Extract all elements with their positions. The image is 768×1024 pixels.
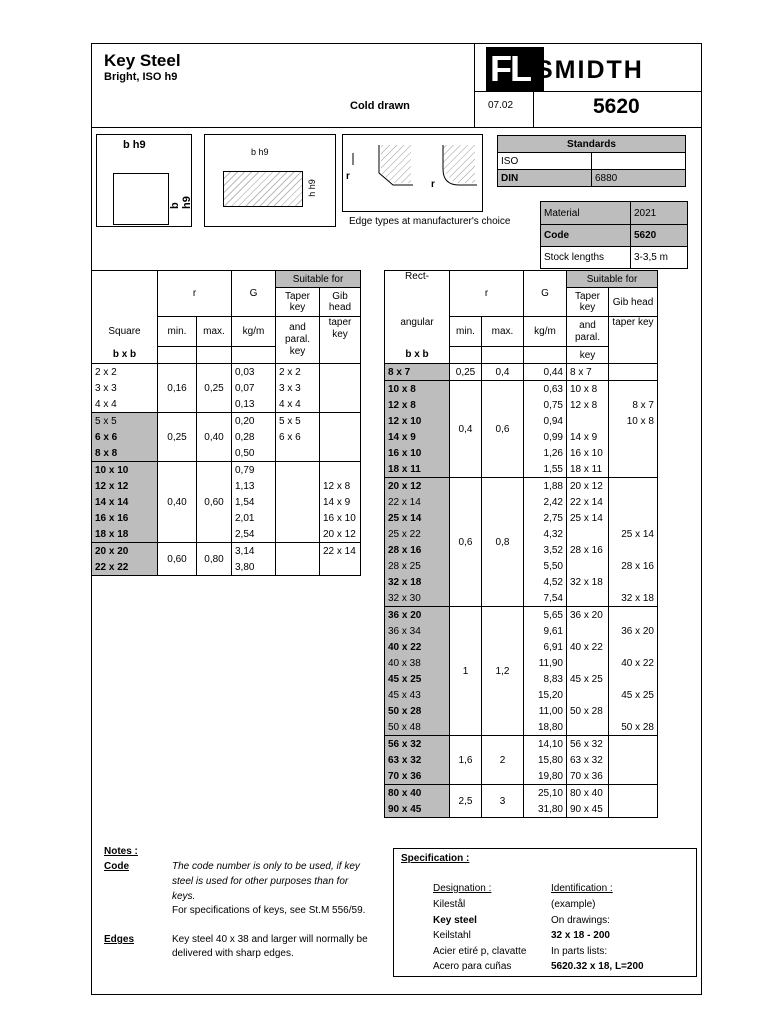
- weight-cell: 0,50: [232, 445, 276, 462]
- size-cell: 28 x 25: [385, 558, 450, 574]
- weight-cell: 1,54: [232, 494, 276, 510]
- weight-cell: 18,80: [524, 719, 567, 736]
- r-min-cell: 0,25: [158, 413, 197, 462]
- suitable-header: Suitable for: [567, 271, 658, 288]
- weight-cell: 3,80: [232, 559, 276, 576]
- gib-key-cell: [609, 478, 658, 495]
- taper-key-cell: 18 x 11: [567, 461, 609, 478]
- gib-key-cell: [609, 381, 658, 398]
- size-cell: 90 x 45: [385, 801, 450, 818]
- r-min-cell: 0,25: [450, 364, 482, 381]
- gib-header: Gib head: [609, 288, 658, 317]
- size-cell: 36 x 34: [385, 623, 450, 639]
- header-vdivider: [474, 43, 475, 127]
- taper-key-cell: 32 x 18: [567, 574, 609, 590]
- taper-key-cell: 40 x 22: [567, 639, 609, 655]
- r-max-cell: 0,60: [197, 462, 232, 543]
- gib-header: Gib head: [320, 288, 361, 317]
- edge-r-label: r: [346, 171, 350, 182]
- weight-cell: 1,55: [524, 461, 567, 478]
- edge-types-drawing: [342, 134, 483, 212]
- r-max-cell: 3: [482, 785, 524, 818]
- r-min-cell: 2,5: [450, 785, 482, 818]
- taper-key-header: taper key: [609, 317, 658, 364]
- size-cell: 5 x 5: [92, 413, 158, 430]
- weight-cell: 11,90: [524, 655, 567, 671]
- weight-cell: 2,01: [232, 510, 276, 526]
- gib-key-cell: [320, 364, 361, 381]
- weight-cell: 15,80: [524, 752, 567, 768]
- gib-key-cell: [320, 559, 361, 576]
- rect-header: Rect-: [385, 271, 450, 317]
- r-min-cell: 0,60: [158, 543, 197, 576]
- size-cell: 50 x 48: [385, 719, 450, 736]
- standard-name: ISO: [498, 153, 592, 170]
- square-width-label: b h9: [123, 139, 146, 151]
- taper-header: Taper key: [567, 288, 609, 317]
- designation-item: Kilestål: [433, 899, 466, 910]
- r-max-cell: 2: [482, 736, 524, 785]
- gib-key-cell: 45 x 25: [609, 687, 658, 703]
- weight-cell: 6,91: [524, 639, 567, 655]
- r-max-cell: 0,8: [482, 478, 524, 607]
- gib-key-cell: 36 x 20: [609, 623, 658, 639]
- table-row: [92, 462, 361, 479]
- header-vdivider-2: [533, 91, 534, 127]
- gib-key-cell: 12 x 8: [320, 478, 361, 494]
- taper-key-cell: 25 x 14: [567, 510, 609, 526]
- weight-cell: 0,20: [232, 413, 276, 430]
- code-note-line: steel is used for other purposes than for: [172, 876, 349, 887]
- size-cell: 14 x 14: [92, 494, 158, 510]
- material-label: Material: [541, 202, 631, 225]
- gib-key-cell: [320, 413, 361, 430]
- code-note-label: Code: [104, 861, 129, 872]
- size-cell: 16 x 10: [385, 445, 450, 461]
- size-cell: 28 x 16: [385, 542, 450, 558]
- r-max-cell: 0,40: [197, 413, 232, 462]
- weight-cell: 4,52: [524, 574, 567, 590]
- weight-cell: 7,54: [524, 590, 567, 607]
- bxb-header: b x b: [385, 347, 450, 364]
- gib-key-cell: [320, 462, 361, 479]
- gib-key-cell: [609, 671, 658, 687]
- r-min-cell: 1: [450, 607, 482, 736]
- taper-key-cell: 50 x 28: [567, 703, 609, 719]
- code-label: Code: [541, 225, 631, 247]
- gib-key-cell: [609, 429, 658, 445]
- stock-lengths-value: 3-3,5 m: [631, 247, 688, 269]
- r-max-cell: 0,6: [482, 381, 524, 478]
- gib-key-cell: 8 x 7: [609, 397, 658, 413]
- gib-key-cell: [609, 445, 658, 461]
- weight-cell: 0,28: [232, 429, 276, 445]
- gib-key-cell: [609, 510, 658, 526]
- square-shape: [113, 173, 169, 225]
- gib-key-cell: [609, 768, 658, 785]
- taper-key-cell: 63 x 32: [567, 752, 609, 768]
- taper-key-cell: 22 x 14: [567, 494, 609, 510]
- standard-name: DIN: [498, 170, 592, 187]
- gib-key-cell: 20 x 12: [320, 526, 361, 543]
- designation-item: Keilstahl: [433, 930, 471, 941]
- rect-key-drawing: [204, 134, 336, 227]
- square-key-table: [91, 270, 361, 576]
- edges-note-line: Key steel 40 x 38 and larger will normally be: [172, 934, 368, 945]
- size-cell: 12 x 12: [92, 478, 158, 494]
- designation-label: Designation :: [433, 883, 492, 894]
- taper-key-cell: [276, 559, 320, 576]
- taper-key-cell: [567, 590, 609, 607]
- revision-date: 07.02: [488, 100, 514, 111]
- edges-note-line: delivered with sharp edges.: [172, 948, 294, 959]
- and-paral-header: and paral. key: [276, 317, 320, 364]
- logo-fl-text: FL: [490, 48, 530, 89]
- suitable-header: Suitable for: [276, 271, 361, 288]
- size-cell: 45 x 43: [385, 687, 450, 703]
- size-cell: 56 x 32: [385, 736, 450, 753]
- table-row: [385, 736, 658, 753]
- size-cell: 3 x 3: [92, 380, 158, 396]
- code-note-extra: For specifications of keys, see St.M 556/59.: [172, 905, 366, 916]
- taper-key-cell: 12 x 8: [567, 397, 609, 413]
- gib-key-cell: 22 x 14: [320, 543, 361, 560]
- size-cell: 22 x 22: [92, 559, 158, 576]
- taper-key-cell: 80 x 40: [567, 785, 609, 802]
- r-max-cell: 0,80: [197, 543, 232, 576]
- size-cell: 18 x 18: [92, 526, 158, 543]
- gib-key-cell: [609, 703, 658, 719]
- rect-shape: [223, 171, 303, 207]
- weight-cell: 0,63: [524, 381, 567, 398]
- table-row: [385, 785, 658, 802]
- size-cell: 20 x 12: [385, 478, 450, 495]
- taper-key-cell: [567, 719, 609, 736]
- key-header: key: [567, 347, 609, 364]
- size-cell: 8 x 8: [92, 445, 158, 462]
- code-value: 5620: [631, 225, 688, 247]
- size-cell: 8 x 7: [385, 364, 450, 381]
- rect-width-label: b h9: [251, 147, 269, 157]
- taper-key-cell: [567, 558, 609, 574]
- table-row: [385, 478, 658, 495]
- size-cell: 22 x 14: [385, 494, 450, 510]
- edge-types-svg: [343, 135, 482, 211]
- designation-item: Acero para cuñas: [433, 961, 512, 972]
- gib-key-cell: [609, 785, 658, 802]
- gib-key-cell: [609, 574, 658, 590]
- weight-cell: 15,20: [524, 687, 567, 703]
- weight-cell: 19,80: [524, 768, 567, 785]
- size-cell: 45 x 25: [385, 671, 450, 687]
- weight-cell: 0,79: [232, 462, 276, 479]
- taper-key-cell: 2 x 2: [276, 364, 320, 381]
- weight-cell: 0,94: [524, 413, 567, 429]
- size-cell: 20 x 20: [92, 543, 158, 560]
- standard-value: 6880: [592, 170, 686, 187]
- gib-key-cell: 40 x 22: [609, 655, 658, 671]
- square-header: Square: [92, 317, 158, 347]
- gib-key-cell: 25 x 14: [609, 526, 658, 542]
- size-cell: 12 x 10: [385, 413, 450, 429]
- standards-title: Standards: [498, 136, 686, 153]
- gib-key-cell: 28 x 16: [609, 558, 658, 574]
- gib-key-cell: [320, 380, 361, 396]
- gib-key-cell: [609, 607, 658, 624]
- weight-cell: 9,61: [524, 623, 567, 639]
- gib-key-cell: [609, 736, 658, 753]
- taper-key-cell: 3 x 3: [276, 380, 320, 396]
- taper-key-cell: 36 x 20: [567, 607, 609, 624]
- weight-cell: 31,80: [524, 801, 567, 818]
- size-cell: 18 x 11: [385, 461, 450, 478]
- weight-cell: 14,10: [524, 736, 567, 753]
- gib-key-cell: 10 x 8: [609, 413, 658, 429]
- r-min-cell: 0,6: [450, 478, 482, 607]
- identification-item: (example): [551, 899, 596, 910]
- gib-key-cell: 50 x 28: [609, 719, 658, 736]
- size-cell: 36 x 20: [385, 607, 450, 624]
- weight-cell: 0,75: [524, 397, 567, 413]
- table-row: [92, 364, 361, 381]
- gib-key-cell: [609, 364, 658, 381]
- weight-cell: 2,75: [524, 510, 567, 526]
- r-min-cell: 1,6: [450, 736, 482, 785]
- designation-item: Key steel: [433, 914, 477, 926]
- taper-key-cell: 6 x 6: [276, 429, 320, 445]
- table-row: [92, 543, 361, 560]
- taper-key-cell: [276, 494, 320, 510]
- size-cell: 32 x 30: [385, 590, 450, 607]
- weight-cell: 0,44: [524, 364, 567, 381]
- size-cell: 10 x 8: [385, 381, 450, 398]
- table-row: [385, 364, 658, 381]
- min-header: min.: [450, 317, 482, 347]
- notes-title: Notes :: [104, 846, 138, 857]
- weight-cell: 11,00: [524, 703, 567, 719]
- r-min-cell: 0,40: [158, 462, 197, 543]
- taper-key-cell: 5 x 5: [276, 413, 320, 430]
- specification-box: [393, 848, 697, 977]
- gib-key-cell: 14 x 9: [320, 494, 361, 510]
- size-cell: 2 x 2: [92, 364, 158, 381]
- taper-key-cell: [567, 413, 609, 429]
- taper-key-cell: [567, 655, 609, 671]
- edge-r2-label: r: [431, 179, 435, 190]
- weight-cell: 1,88: [524, 478, 567, 495]
- weight-cell: 3,52: [524, 542, 567, 558]
- taper-key-cell: [276, 462, 320, 479]
- gib-key-cell: [320, 396, 361, 413]
- size-cell: 12 x 8: [385, 397, 450, 413]
- weight-cell: 0,13: [232, 396, 276, 413]
- min-header: min.: [158, 317, 197, 347]
- taper-key-header: taper key: [320, 317, 361, 364]
- taper-key-cell: [276, 543, 320, 560]
- taper-key-cell: [276, 478, 320, 494]
- edges-note-label: Edges: [104, 934, 135, 945]
- max-header: max.: [482, 317, 524, 347]
- process-label: Cold drawn: [350, 100, 410, 112]
- table-row: [385, 381, 658, 398]
- size-cell: 40 x 38: [385, 655, 450, 671]
- gib-key-cell: [609, 542, 658, 558]
- designation-item: Acier etiré p, clavatte: [433, 945, 527, 957]
- identification-label: Identification :: [551, 883, 613, 894]
- gib-key-cell: [609, 494, 658, 510]
- gib-key-cell: [609, 801, 658, 818]
- spec-title: Specification :: [401, 853, 470, 864]
- gib-key-cell: 32 x 18: [609, 590, 658, 607]
- kgm-header: kg/m: [524, 317, 567, 347]
- weight-cell: 0,03: [232, 364, 276, 381]
- weight-cell: 2,54: [232, 526, 276, 543]
- angular-header: angular: [385, 317, 450, 347]
- taper-key-cell: [567, 526, 609, 542]
- page-title: Key Steel: [104, 51, 181, 70]
- standards-table: [497, 135, 686, 187]
- material-table: [540, 201, 688, 269]
- taper-key-cell: 10 x 8: [567, 381, 609, 398]
- material-value: 2021: [631, 202, 688, 225]
- size-cell: 10 x 10: [92, 462, 158, 479]
- gib-key-cell: [320, 429, 361, 445]
- size-cell: 32 x 18: [385, 574, 450, 590]
- g-header: G: [524, 271, 567, 317]
- size-cell: 25 x 22: [385, 526, 450, 542]
- size-cell: 63 x 32: [385, 752, 450, 768]
- code-note-line: keys.: [172, 891, 196, 902]
- r-min-cell: 0,16: [158, 364, 197, 413]
- r-min-cell: 0,4: [450, 381, 482, 478]
- weight-cell: 4,32: [524, 526, 567, 542]
- weight-cell: 5,50: [524, 558, 567, 574]
- logo-smidth-text: SMIDTH: [536, 56, 644, 84]
- taper-key-cell: 14 x 9: [567, 429, 609, 445]
- size-cell: 70 x 36: [385, 768, 450, 785]
- gib-key-cell: [609, 639, 658, 655]
- weight-cell: 25,10: [524, 785, 567, 802]
- size-cell: 4 x 4: [92, 396, 158, 413]
- weight-cell: 5,65: [524, 607, 567, 624]
- gib-key-cell: [609, 752, 658, 768]
- bxb-header: b x b: [92, 347, 158, 364]
- edge-caption: Edge types at manufacturer's choice: [349, 216, 511, 227]
- kgm-header: kg/m: [232, 317, 276, 347]
- taper-header: Taper key: [276, 288, 320, 317]
- taper-key-cell: [276, 510, 320, 526]
- taper-key-cell: 56 x 32: [567, 736, 609, 753]
- square-key-drawing: [96, 134, 192, 227]
- gib-key-cell: [609, 461, 658, 478]
- page-subtitle: Bright, ISO h9: [104, 71, 178, 83]
- weight-cell: 0,07: [232, 380, 276, 396]
- taper-key-cell: 20 x 12: [567, 478, 609, 495]
- taper-key-cell: [567, 623, 609, 639]
- taper-key-cell: 8 x 7: [567, 364, 609, 381]
- size-cell: 80 x 40: [385, 785, 450, 802]
- taper-key-cell: 90 x 45: [567, 801, 609, 818]
- header-bottom-line: [91, 127, 702, 128]
- taper-key-cell: [276, 445, 320, 462]
- r-max-cell: 0,25: [197, 364, 232, 413]
- taper-key-cell: 16 x 10: [567, 445, 609, 461]
- r-max-cell: 0,4: [482, 364, 524, 381]
- taper-key-cell: 70 x 36: [567, 768, 609, 785]
- document-number: 5620: [593, 95, 640, 118]
- identification-item: 5620.32 x 18, L=200: [551, 961, 644, 972]
- weight-cell: 2,42: [524, 494, 567, 510]
- taper-key-cell: [567, 687, 609, 703]
- gib-key-cell: 16 x 10: [320, 510, 361, 526]
- size-cell: 6 x 6: [92, 429, 158, 445]
- gib-key-cell: [320, 445, 361, 462]
- taper-key-cell: 4 x 4: [276, 396, 320, 413]
- table-row: [92, 413, 361, 430]
- weight-cell: 0,99: [524, 429, 567, 445]
- r-header: r: [158, 271, 232, 317]
- identification-item: On drawings:: [551, 914, 610, 926]
- identification-item: 32 x 18 - 200: [551, 930, 610, 941]
- and-paral-header: and paral.: [567, 317, 609, 347]
- taper-key-cell: [276, 526, 320, 543]
- taper-key-cell: 45 x 25: [567, 671, 609, 687]
- code-note-line: The code number is only to be used, if key: [172, 861, 360, 872]
- standard-value: [592, 153, 686, 170]
- r-header: r: [450, 271, 524, 317]
- g-header: G: [232, 271, 276, 317]
- size-cell: 25 x 14: [385, 510, 450, 526]
- r-max-cell: 1,2: [482, 607, 524, 736]
- size-cell: 50 x 28: [385, 703, 450, 719]
- size-cell: 14 x 9: [385, 429, 450, 445]
- square-height-label: b h9: [169, 196, 193, 209]
- stock-lengths-label: Stock lengths: [541, 247, 631, 269]
- header-divider: [474, 91, 702, 92]
- identification-item: In parts lists:: [551, 945, 608, 957]
- max-header: max.: [197, 317, 232, 347]
- weight-cell: 1,13: [232, 478, 276, 494]
- rect-height-label: h h9: [306, 179, 317, 197]
- size-cell: 16 x 16: [92, 510, 158, 526]
- taper-key-cell: 28 x 16: [567, 542, 609, 558]
- size-cell: 40 x 22: [385, 639, 450, 655]
- weight-cell: 1,26: [524, 445, 567, 461]
- rectangular-key-table: [384, 270, 658, 818]
- weight-cell: 8,83: [524, 671, 567, 687]
- table-row: [385, 607, 658, 624]
- weight-cell: 3,14: [232, 543, 276, 560]
